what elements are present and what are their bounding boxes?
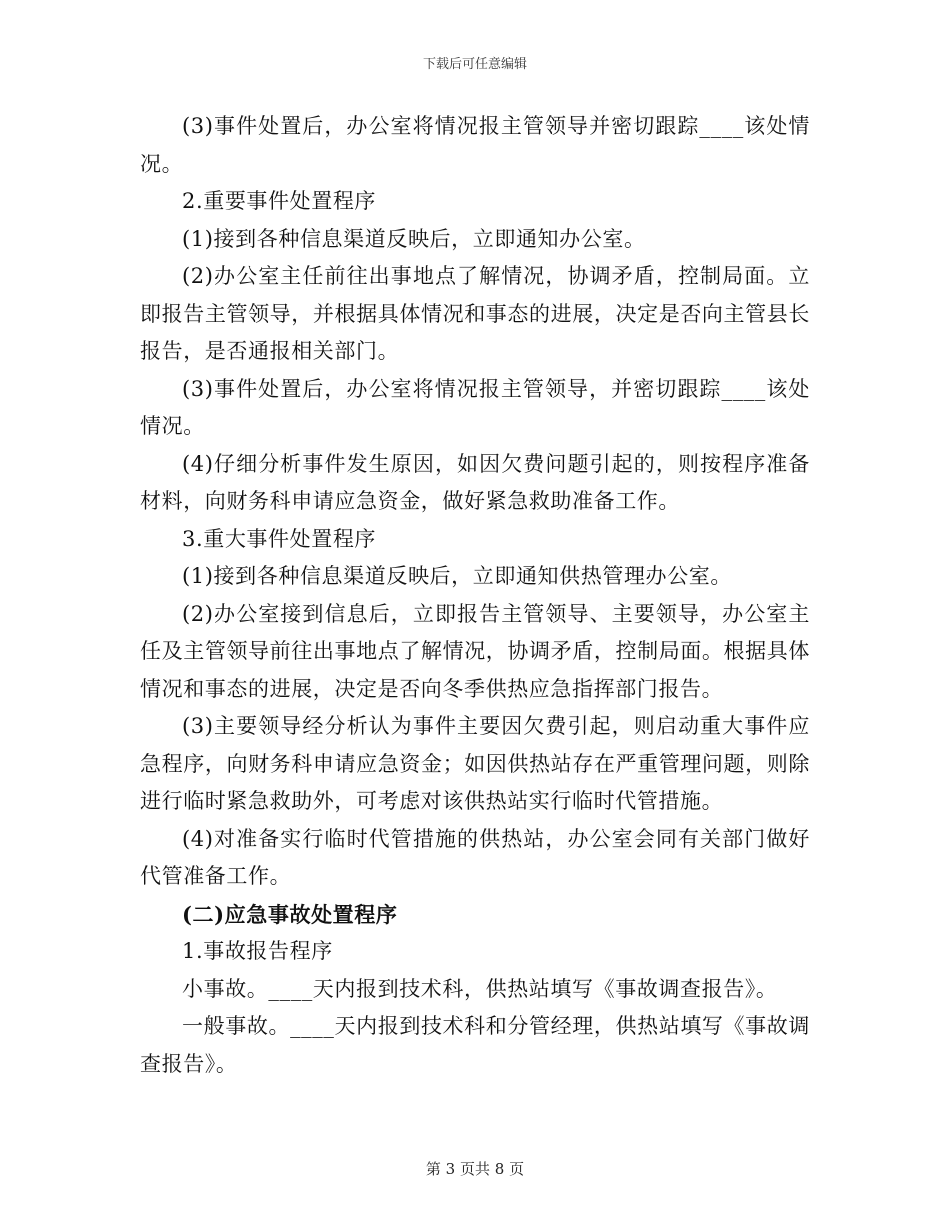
paragraph: (3)事件处置后，办公室将情况报主管领导并密切跟踪____该处情况。	[140, 114, 810, 176]
page-header: 下载后可任意编辑	[422, 57, 527, 72]
paragraph: 一般事故。____天内报到技术科和分管经理，供热站填写《事故调查报告》。	[140, 1014, 810, 1076]
paragraph: (1)接到各种信息渠道反映后，立即通知办公室。	[182, 226, 646, 251]
chapter-heading: (二)应急事故处置程序	[182, 901, 398, 927]
paragraph: (2)办公室主任前往出事地点了解情况，协调矛盾，控制局面。立即报告主管领导，并根据具体情况和事态的进展，决定是否向主管县长报告，是否通报相关部门。	[140, 264, 810, 363]
section-heading: 1.事故报告程序	[182, 939, 333, 963]
section-heading: 3.重大事件处置程序	[182, 526, 377, 551]
section-heading: 2.重要事件处置程序	[182, 189, 377, 213]
page-number: 第 3 页共 8 页	[425, 1160, 525, 1178]
paragraph: (3)主要领导经分析认为事件主要因欠费引起，则启动重大事件应急程序，向财务科申请应急资金；如因供热站存在严重管理问题，则除进行临时紧急救助外，可考虑对该供热站实行临时代管措施。	[140, 714, 810, 813]
paragraph: (4)对准备实行临时代管措施的供热站，办公室会同有关部门做好代管准备工作。	[140, 826, 810, 888]
paragraph: (4)仔细分析事件发生原因，如因欠费问题引起的，则按程序准备材料，向财务科申请应急资金，做好紧急救助准备工作。	[140, 451, 810, 513]
paragraph: 小事故。____天内报到技术科，供热站填写《事故调查报告》。	[182, 976, 778, 1001]
paragraph: (2)办公室接到信息后，立即报告主管领导、主要领导，办公室主任及主管领导前往出事地点了解情况，协调矛盾，控制局面。根据具体情况和事态的进展，决定是否向冬季供热应急指挥部门报告。	[140, 601, 810, 701]
paragraph: (3)事件处置后，办公室将情况报主管领导，并密切跟踪____该处情况。	[140, 376, 810, 438]
document-body	[140, 108, 810, 1083]
paragraph: (1)接到各种信息渠道反映后，立即通知供热管理办公室。	[182, 564, 732, 588]
